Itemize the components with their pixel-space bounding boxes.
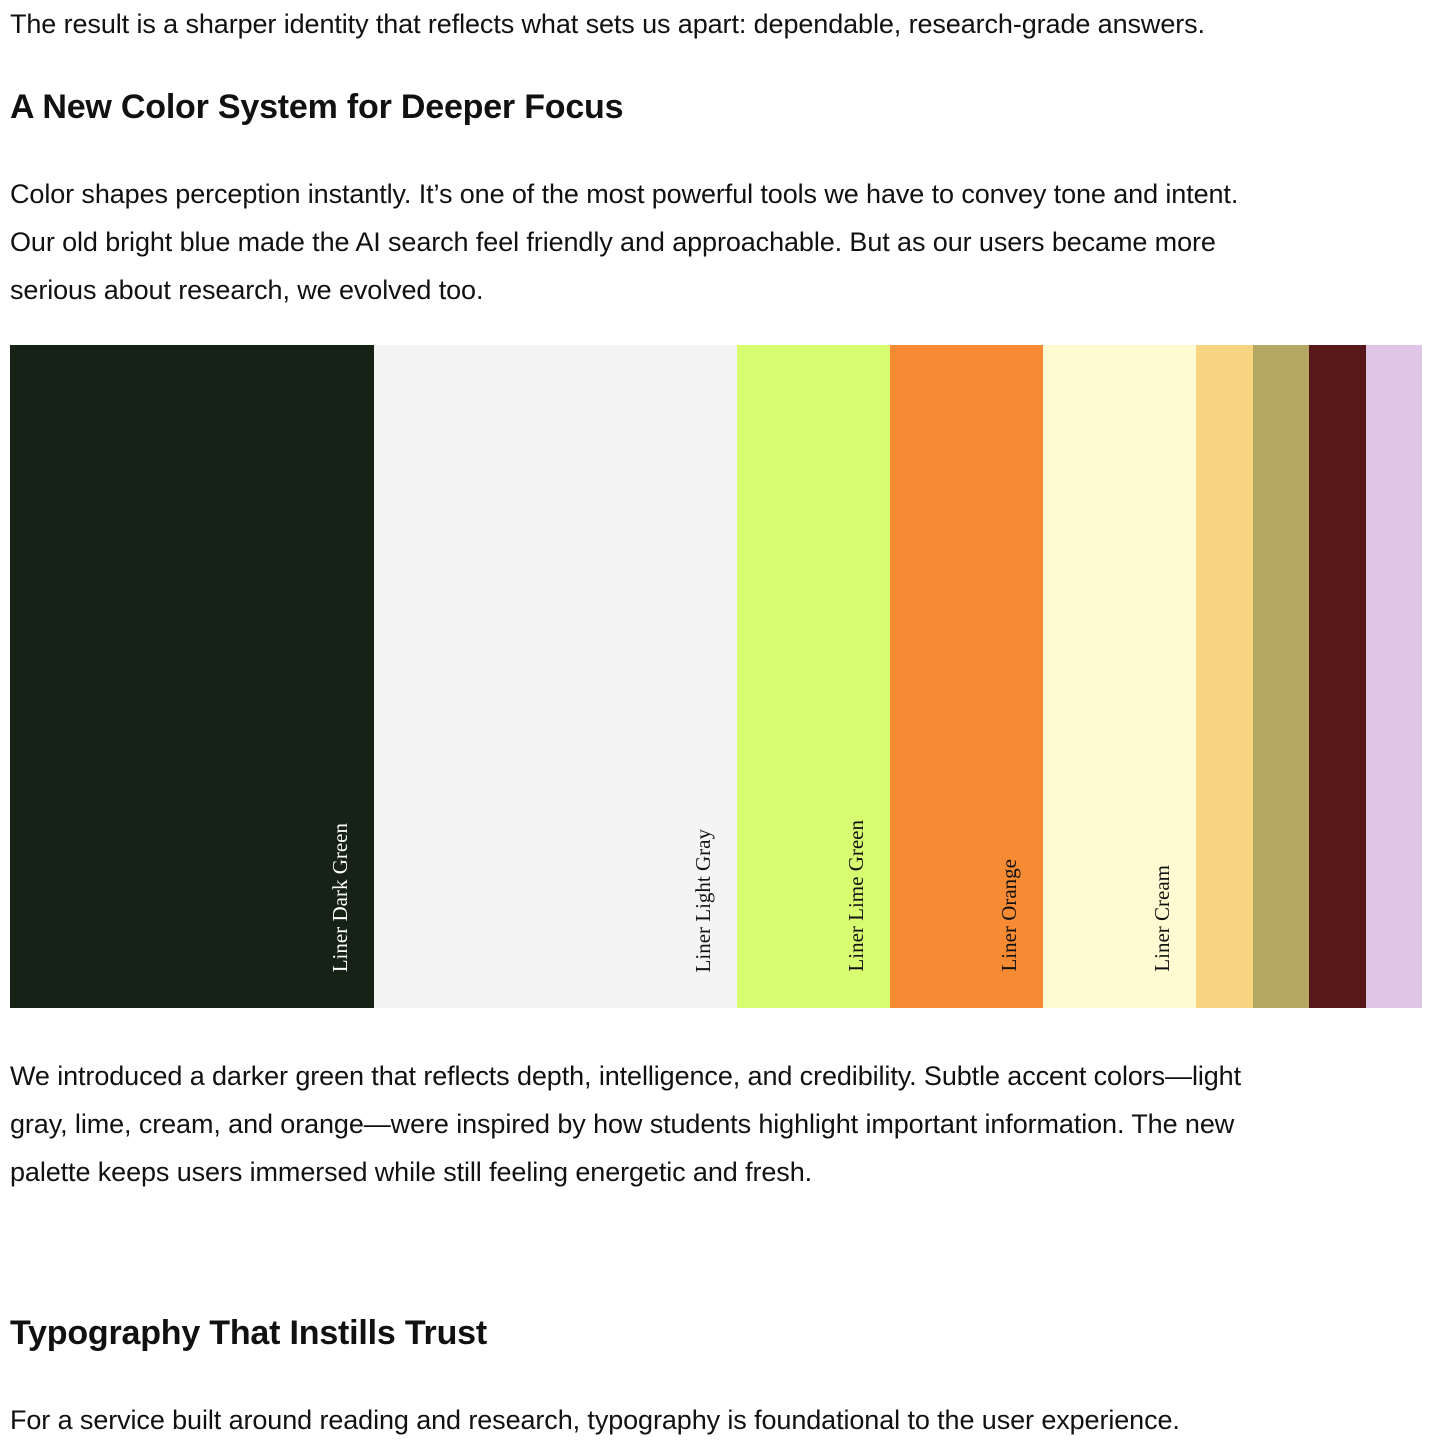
swatch-orange (890, 345, 1043, 1008)
swatch-cream (1043, 345, 1196, 1008)
color-section-heading: A New Color System for Deeper Focus (10, 88, 624, 126)
swatch-lime-green (737, 345, 890, 1008)
swatch-label: Liner Light Gray (691, 828, 715, 972)
swatch-label: Liner Dark Green (328, 822, 352, 972)
swatch-light-gray (374, 345, 737, 1008)
swatch-maroon (1309, 345, 1366, 1008)
swatch-lavender (1366, 345, 1422, 1008)
swatch-olive (1253, 345, 1309, 1008)
typography-section-heading: Typography That Instills Trust (10, 1314, 487, 1352)
swatch-dark-green (10, 345, 374, 1008)
swatch-label: Liner Orange (997, 859, 1021, 972)
color-section-paragraph: Color shapes perception instantly. It’s one of the most powerful tools we have to convey tone and intent. Our old bright blue made the AI search feel friendly and approachable. But as our users became more serious about research, we evolved too. (10, 179, 1239, 305)
accent-colors-paragraph: We introduced a darker green that reflects depth, intelligence, and credibility. Subtle accent colors—light gray, lime, cream, and orange—were inspired by how students highlight important information. The new palette keeps users immersed while still feeling energetic and fresh. (10, 1061, 1241, 1187)
swatch-yellow (1196, 345, 1253, 1008)
swatch-label: Liner Cream (1150, 865, 1174, 972)
typography-section-paragraph: For a service built around reading and research, typography is foundational to the user experience. (10, 1405, 1180, 1435)
intro-paragraph: The result is a sharper identity that reflects what sets us apart: dependable, research-grade answers. (10, 9, 1205, 39)
swatch-label: Liner Lime Green (844, 820, 868, 972)
color-palette (10, 345, 1422, 1008)
